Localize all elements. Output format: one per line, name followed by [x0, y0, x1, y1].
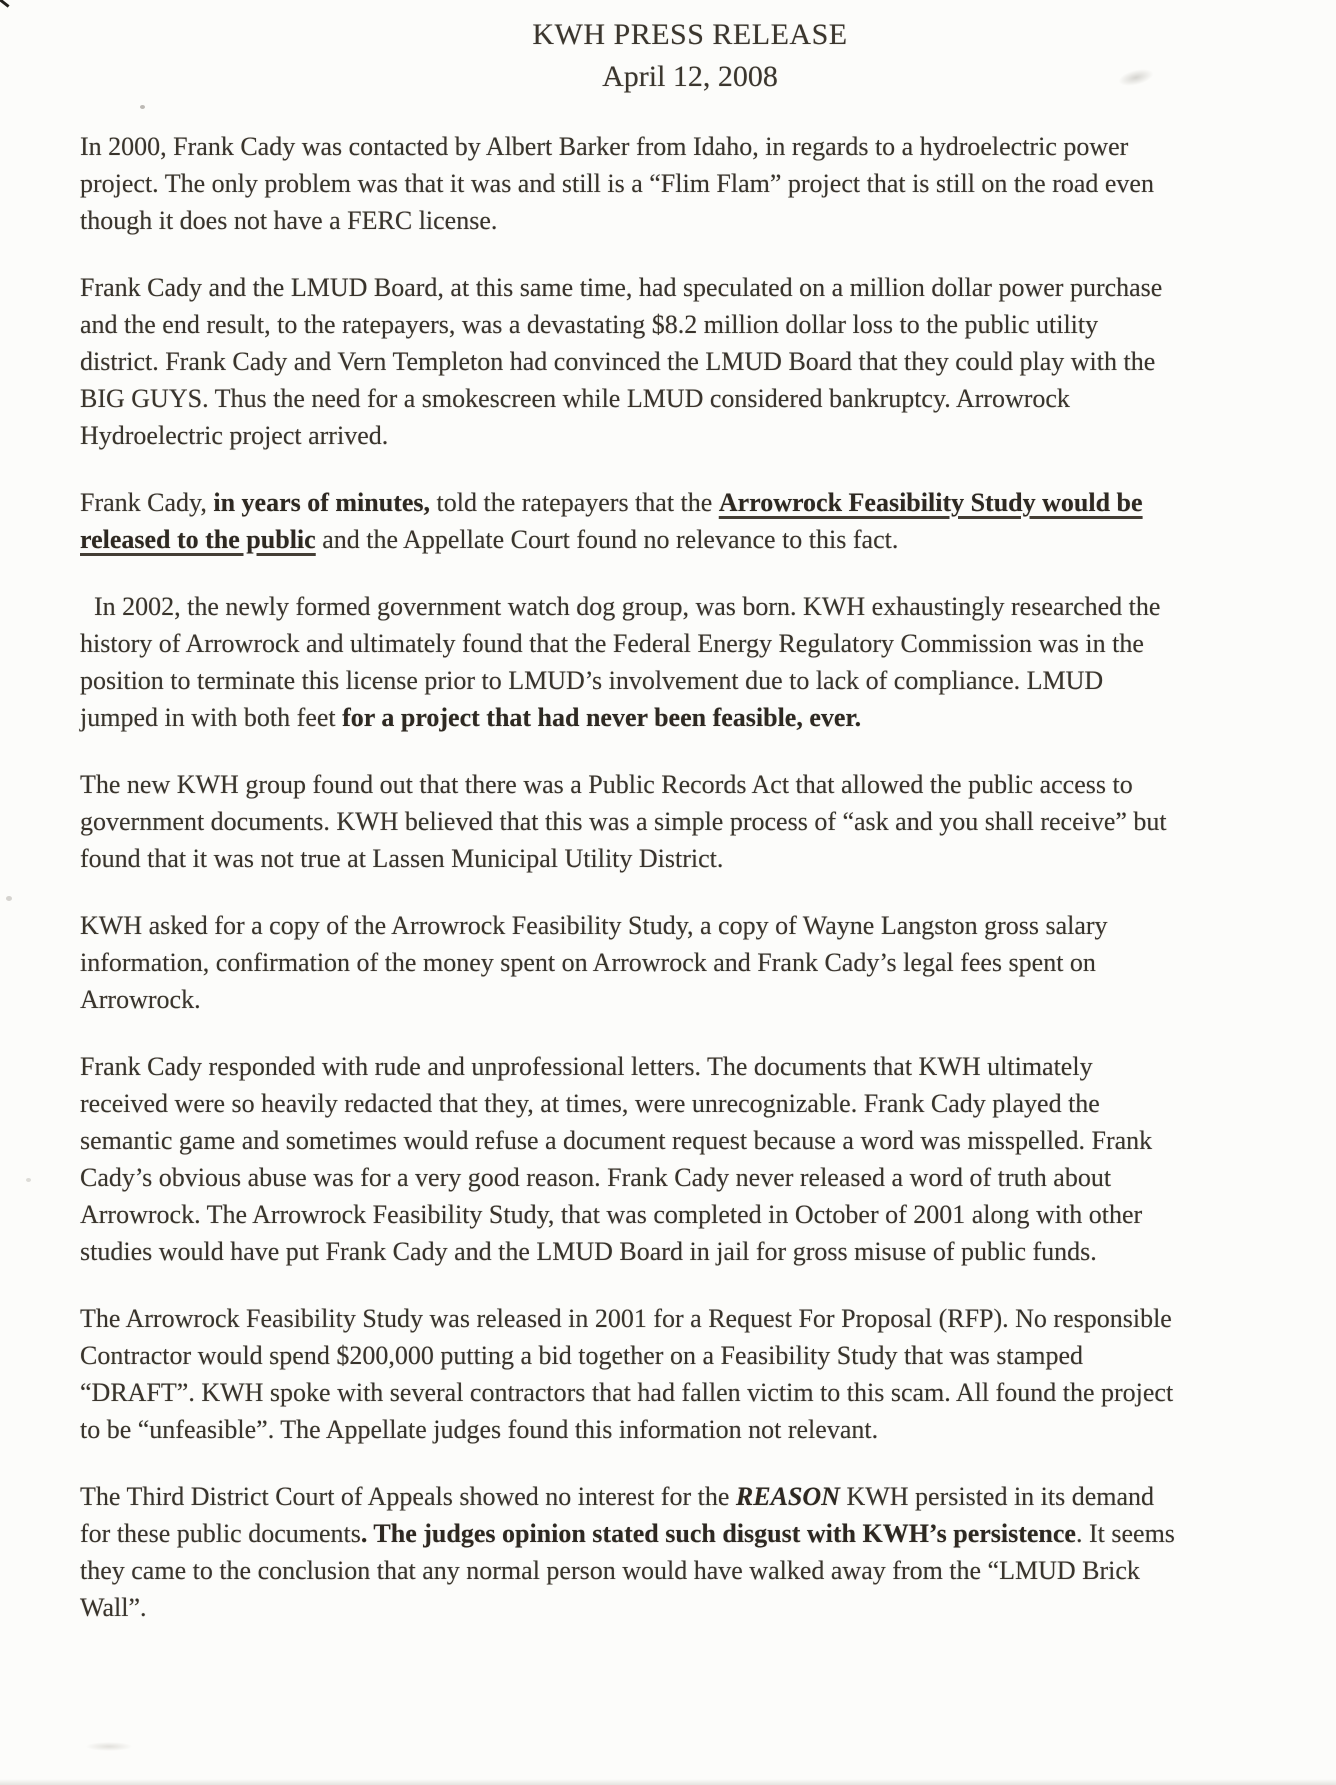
text-run: KWH asked for a copy of the Arrowrock Feasibility Study, a copy of Wayne Langston gross salary information, confirmation of the money spent on Arrowrock and Frank Cady’s legal fees spent on Arrowrock. — [80, 911, 1108, 1014]
text-run: In 2000, Frank Cady was contacted by Albert Barker from Idaho, in regards to a hydroelectric power project. The only problem was that it was and still is a “Flim Flam” project that is still on the road even though it does not have a FERC license. — [80, 132, 1154, 235]
document-date: April 12, 2008 — [602, 60, 778, 93]
document-header — [80, 14, 1300, 98]
text-run-b: for a project that had never been feasible, ever. — [342, 703, 862, 732]
scan-speck — [26, 1178, 31, 1182]
text-run: KWH persisted in its demand for these public documents — [80, 1482, 1155, 1548]
scan-corner-mark — [0, 0, 10, 8]
scan-speck — [140, 105, 145, 109]
text-run-b: in years of minutes, — [213, 488, 431, 517]
scan-speck — [6, 896, 12, 901]
text-run: Frank Cady, — [80, 488, 214, 517]
text-run: In 2002, the newly formed government watch dog group, was born. KWH exhaustingly researched the history of Arrowrock and ultimately found that the Federal Energy Regulatory Commission was in the position to terminate this license prior to LMUD’s involvement due to lack of compliance. LMUD jumped in with both feet — [80, 592, 1161, 732]
text-run: and the Appellate Court found no relevance to this fact. — [315, 525, 899, 554]
paragraph — [80, 1300, 1176, 1448]
text-run: . It seems they came to the conclusion that any normal person would have walked away from the “LMUD Brick Wall”. — [80, 1519, 1175, 1622]
paragraph — [80, 588, 1176, 736]
scan-smudge — [86, 1742, 132, 1751]
paragraph — [80, 484, 1176, 558]
text-run: Frank Cady and the LMUD Board, at this same time, had speculated on a million dollar power purchase and the end result, to the ratepayers, was a devastating $8.2 million dollar loss to the public utility district. Frank Cady and Vern Templeton had convinced the LMUD Board that they could play with the BIG GUYS. Thus the need for a smokescreen while LMUD considered bankruptcy. Arrowrock Hydroelectric project arrived. — [80, 273, 1163, 450]
text-run-bi: REASON — [735, 1482, 840, 1511]
paragraph — [80, 269, 1176, 454]
text-run: told the ratepayers that the — [430, 488, 719, 517]
paragraph — [80, 1478, 1176, 1626]
document-title: KWH PRESS RELEASE — [532, 18, 848, 51]
text-run: The Arrowrock Feasibility Study was released in 2001 for a Request For Proposal (RFP). No responsible Contractor would spend $200,000 putting a bid together on a Feasibility Study that was stamped “DRAFT”. KWH spoke with several contractors that had fallen victim to this scam. All found the project to be “unfeasible”. The Appellate judges found this information not relevant. — [80, 1304, 1174, 1444]
paragraph — [80, 907, 1176, 1018]
scan-edge-shadow — [0, 1779, 1336, 1785]
text-run: The new KWH group found out that there was a Public Records Act that allowed the public access to government documents. KWH believed that this was a simple process of “ask and you shall receive” but found that it was not true at Lassen Municipal Utility District. — [80, 770, 1167, 873]
paragraph — [80, 1048, 1176, 1270]
text-run-b: . The judges opinion stated such disgust with KWH’s persistence — [360, 1519, 1076, 1548]
text-run: Frank Cady responded with rude and unprofessional letters. The documents that KWH ultimately received were so heavily redacted that they, at times, were unrecognizable. Frank Cady played the semantic game and sometimes would refuse a document request because a word was misspelled. Frank Cady’s obvious abuse was for a very good reason. Frank Cady never released a word of truth about Arrowrock. The Arrowrock Feasibility Study, that was completed in October of 2001 along with other studies would have put Frank Cady and the LMUD Board in jail for gross misuse of public funds. — [80, 1052, 1153, 1266]
paragraph — [80, 766, 1176, 877]
text-run: The Third District Court of Appeals showed no interest for the — [80, 1482, 736, 1511]
paragraph — [80, 128, 1176, 239]
document-body — [80, 128, 1176, 1626]
text-run-bu: Arrowrock Feasibility Study would be released to the public — [80, 488, 1143, 554]
